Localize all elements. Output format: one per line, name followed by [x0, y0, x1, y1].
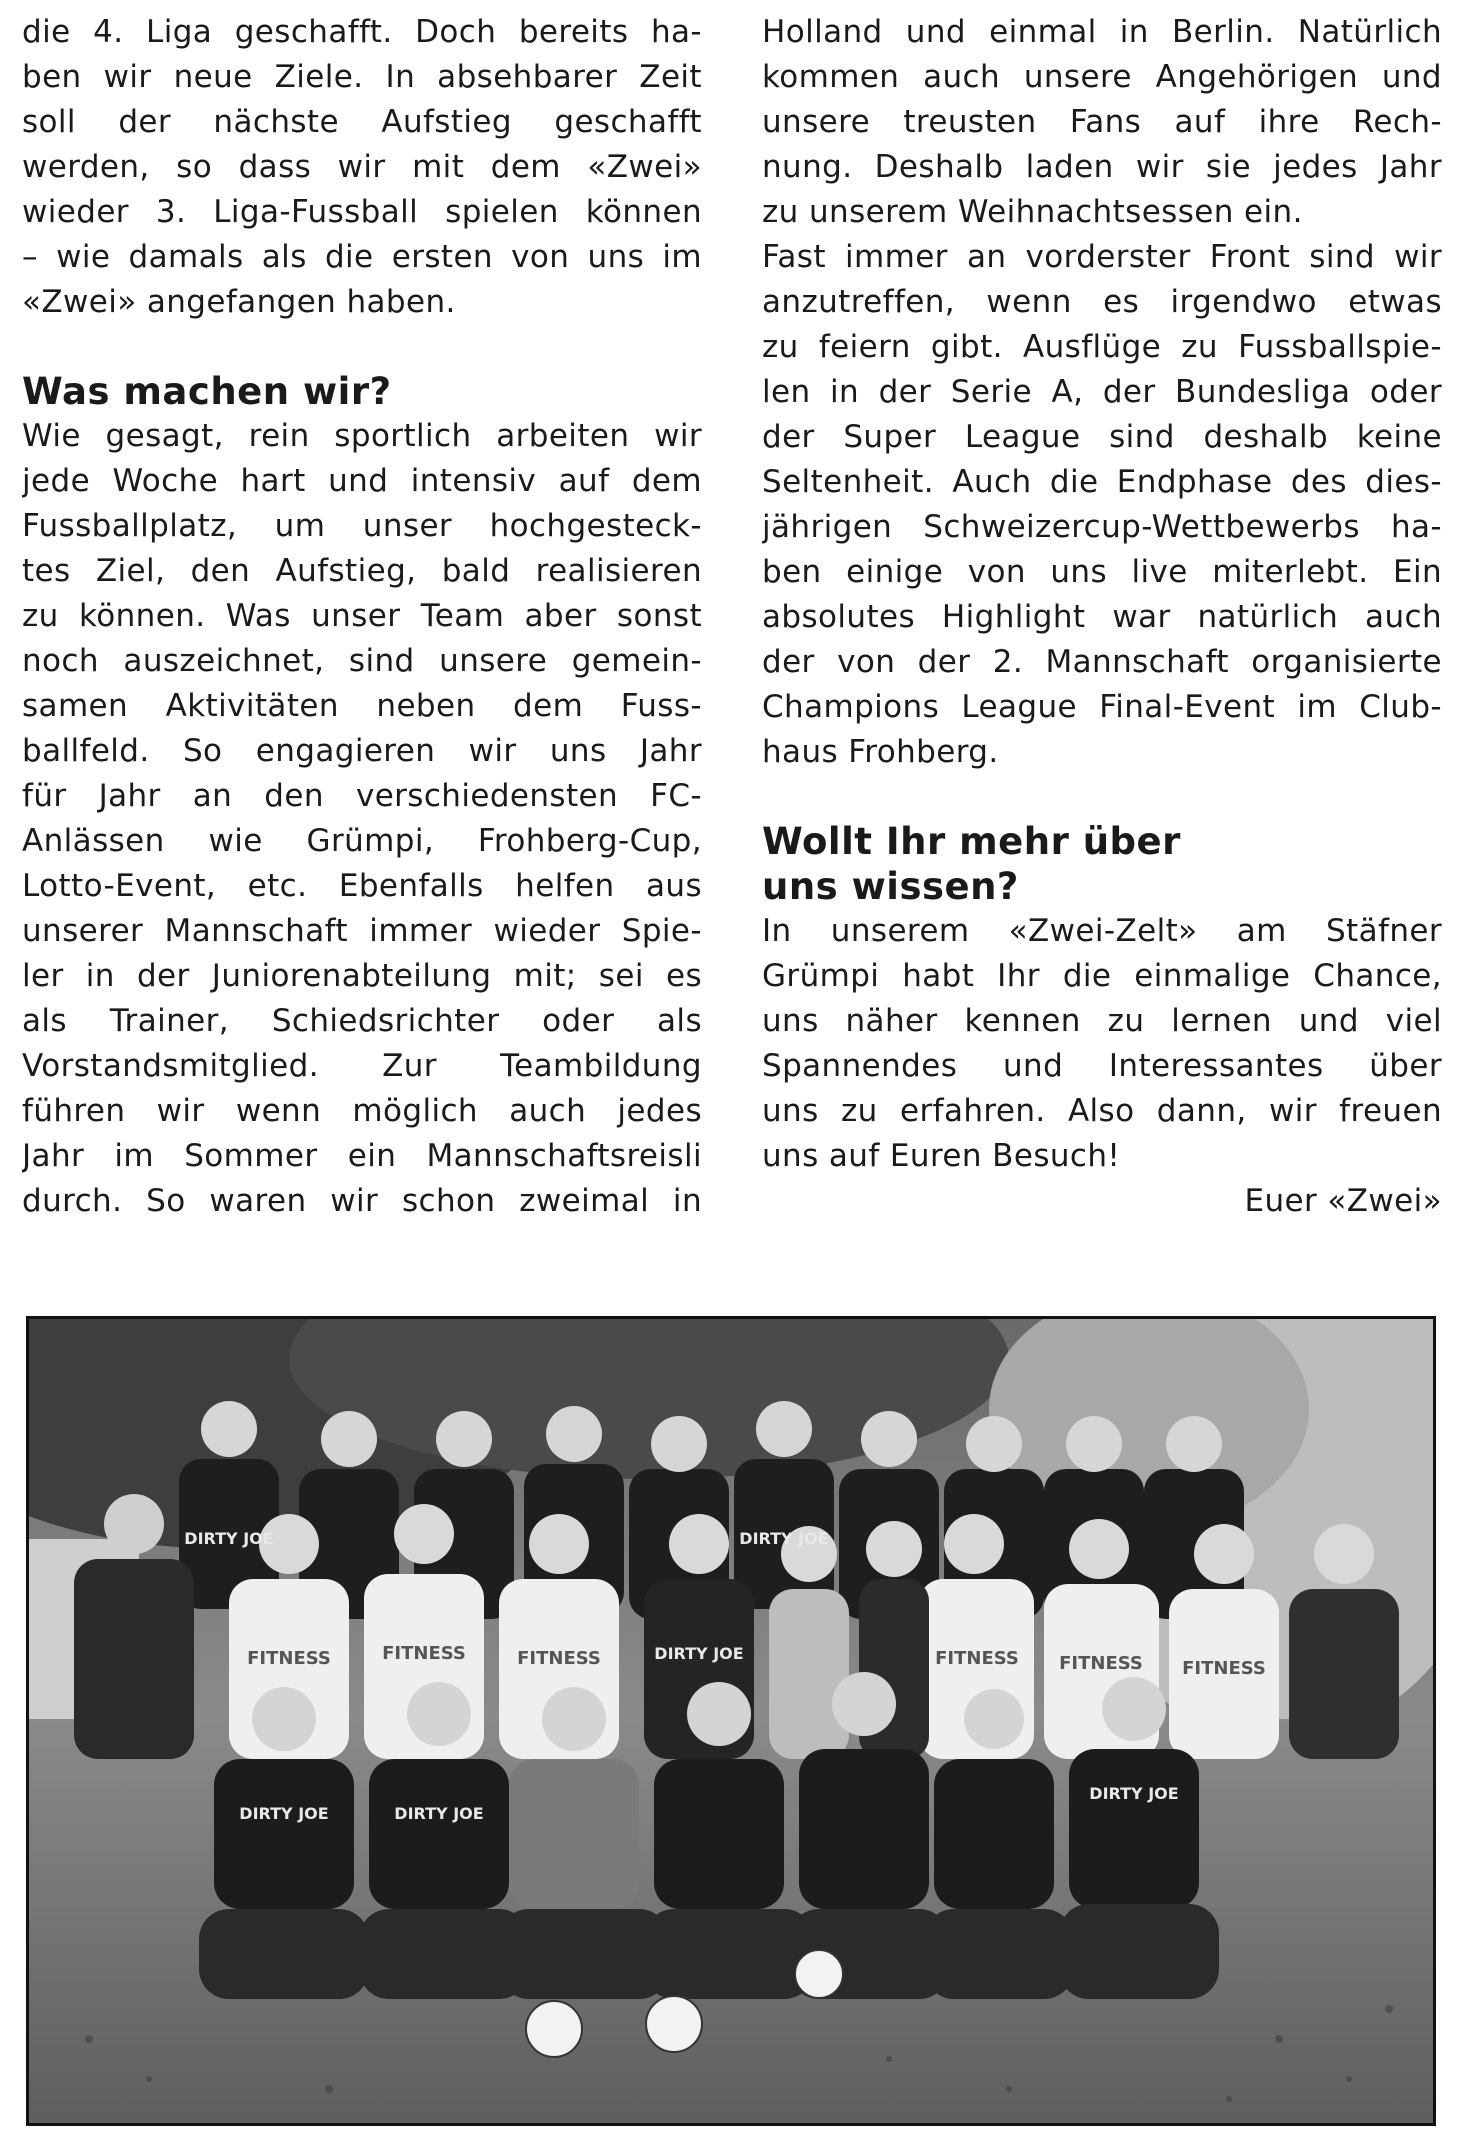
body-paragraph — [22, 414, 702, 1224]
left-column — [22, 10, 702, 1224]
text-line: der Super League sind deshalb keine — [762, 419, 1442, 455]
shirt-sponsor: DIRTY JOE — [739, 1529, 829, 1548]
text-line: absolutes Highlight war natürlich auch — [762, 599, 1442, 635]
shirt-print: FITNESS — [517, 1648, 601, 1669]
text-line: In unserem «Zwei-Zelt» am Stäfner — [762, 913, 1442, 949]
text-line: werden, so dass wir mit dem «Zwei» — [22, 149, 702, 185]
body-paragraph — [762, 10, 1442, 775]
text-line: der von der 2. Mannschaft organisierte — [762, 644, 1442, 680]
text-line: samen Aktivitäten neben dem Fuss- — [22, 688, 702, 724]
text-line: haus Frohberg. — [762, 734, 999, 770]
text-line: unserer Mannschaft immer wieder Spie- — [22, 913, 702, 949]
text-line: wieder 3. Liga-Fussball spielen können — [22, 194, 702, 230]
text-line: als Trainer, Schiedsrichter oder als — [22, 1003, 702, 1039]
intro-paragraph — [22, 10, 702, 325]
section-heading-wollt-ihr: Wollt Ihr mehr über — [762, 820, 1181, 863]
text-line: Champions League Final-Event im Club- — [762, 689, 1442, 725]
text-line: zu unserem Weihnachtsessen ein. — [762, 194, 1303, 230]
text-line: Seltenheit. Auch die Endphase des dies- — [762, 464, 1442, 500]
text-line: – wie damals als die ersten von uns im — [22, 239, 702, 275]
text-line: uns näher kennen zu lernen und viel — [762, 1003, 1442, 1039]
text-line: jede Woche hart und intensiv auf dem — [22, 463, 702, 499]
text-line: die 4. Liga geschafft. Doch bereits ha- — [22, 14, 702, 50]
text-line: Wie gesagt, rein sportlich arbeiten wir — [22, 418, 702, 454]
text-line: Holland und einmal in Berlin. Natürlich — [762, 14, 1442, 50]
text-line: zu feiern gibt. Ausflüge zu Fussballspie- — [762, 329, 1442, 365]
text-line: durch. So waren wir schon zweimal in — [22, 1183, 702, 1219]
text-line: ben wir neue Ziele. In absehbarer Zeit — [22, 59, 702, 95]
text-line: Spannendes und Interessantes über — [762, 1048, 1442, 1084]
text-line: führen wir wenn möglich auch jedes — [22, 1093, 702, 1129]
text-line: Jahr im Sommer ein Mannschaftsreisli — [22, 1138, 702, 1174]
signature: Euer «Zwei» — [1244, 1183, 1442, 1219]
shirt-sponsor: DIRTY JOE — [394, 1804, 484, 1823]
shirt-sponsor: DIRTY JOE — [184, 1529, 274, 1548]
shirt-print: FITNESS — [247, 1648, 331, 1669]
text-line: ben einige von uns live miterlebt. Ein — [762, 554, 1442, 590]
text-line: Vorstandsmitglied. Zur Teambildung — [22, 1048, 702, 1084]
text-line: Fussballplatz, um unser hochgesteck- — [22, 508, 702, 544]
text-line: Fast immer an vorderster Front sind wir — [762, 239, 1442, 275]
shirt-print: FITNESS — [382, 1643, 466, 1664]
text-line: uns zu erfahren. Also dann, wir freuen — [762, 1093, 1442, 1129]
text-line: Anlässen wie Grümpi, Frohberg-Cup, — [22, 823, 702, 859]
text-line: tes Ziel, den Aufstieg, bald realisieren — [22, 553, 702, 589]
text-line: anzutreffen, wenn es irgendwo etwas — [762, 284, 1442, 320]
text-line: «Zwei» angefangen haben. — [22, 284, 456, 320]
right-column — [762, 10, 1442, 1224]
shirt-sponsor: DIRTY JOE — [654, 1644, 744, 1663]
shirt-print: FITNESS — [1182, 1658, 1266, 1679]
text-line: ballfeld. So engagieren wir uns Jahr — [22, 733, 702, 769]
text-line: len in der Serie A, der Bundesliga oder — [762, 374, 1442, 410]
text-line: uns auf Euren Besuch! — [762, 1138, 1121, 1174]
text-line: unsere treusten Fans auf ihre Rech- — [762, 104, 1442, 140]
text-line: Grümpi habt Ihr die einmalige Chance, — [762, 958, 1442, 994]
section-heading-was-machen-wir: Was machen wir? — [22, 370, 392, 413]
shirt-sponsor: DIRTY JOE — [239, 1804, 329, 1823]
team-photo-illustration — [29, 1319, 1433, 2123]
section-heading-wollt-ihr-line-2: uns wissen? — [762, 865, 1019, 908]
text-line: für Jahr an den verschiedensten FC- — [22, 778, 702, 814]
text-line: Lotto-Event, etc. Ebenfalls helfen aus — [22, 868, 702, 904]
text-line: jährigen Schweizercup-Wettbewerbs ha- — [762, 509, 1442, 545]
text-line: zu können. Was unser Team aber sonst — [22, 598, 702, 634]
text-line: ler in der Juniorenabteilung mit; sei es — [22, 958, 702, 994]
closing-paragraph — [762, 909, 1442, 1224]
shirt-print: FITNESS — [1059, 1653, 1143, 1674]
text-line: nung. Deshalb laden wir sie jedes Jahr — [762, 149, 1442, 185]
text-line: kommen auch unsere Angehörigen und — [762, 59, 1442, 95]
team-photo — [26, 1316, 1436, 2126]
shirt-sponsor: DIRTY JOE — [1089, 1784, 1179, 1803]
shirt-print: FITNESS — [935, 1648, 1019, 1669]
text-line: noch auszeichnet, sind unsere gemein- — [22, 643, 702, 679]
text-line: soll der nächste Aufstieg geschafft — [22, 104, 702, 140]
